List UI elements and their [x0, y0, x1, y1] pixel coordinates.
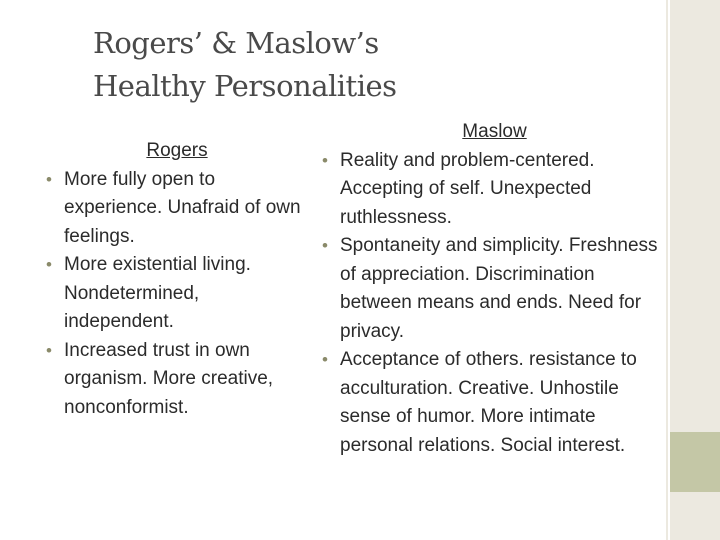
list-item: • More fully open to experience. Unafraid of own feelings. — [46, 166, 308, 252]
maslow-list — [322, 147, 667, 461]
accent-block — [670, 432, 720, 492]
list-item: • Increased trust in own organism. More creative, nonconformist. — [46, 337, 308, 423]
title-line-2: Healthy Personalities — [93, 69, 397, 103]
title-line-1: Rogers’ & Maslow’s — [93, 26, 379, 60]
list-item: • Acceptance of others. resistance to acculturation. Creative. Unhostile sense of humor. More intimate personal relations. Social interest. — [322, 346, 667, 460]
maslow-heading: Maslow — [462, 121, 527, 142]
slide-title — [93, 22, 613, 108]
list-item: • Spontaneity and simplicity. Freshness of appreciation. Discrimination between means and ends. Need for privacy. — [322, 232, 667, 346]
rogers-list — [46, 166, 308, 423]
maslow-column — [322, 118, 667, 460]
list-item: • More existential living. Nondetermined, independent. — [46, 251, 308, 337]
list-item: • Reality and problem-centered. Accepting of self. Unexpected ruthlessness. — [322, 147, 667, 233]
rogers-heading: Rogers — [146, 140, 208, 161]
rogers-column — [46, 137, 308, 422]
